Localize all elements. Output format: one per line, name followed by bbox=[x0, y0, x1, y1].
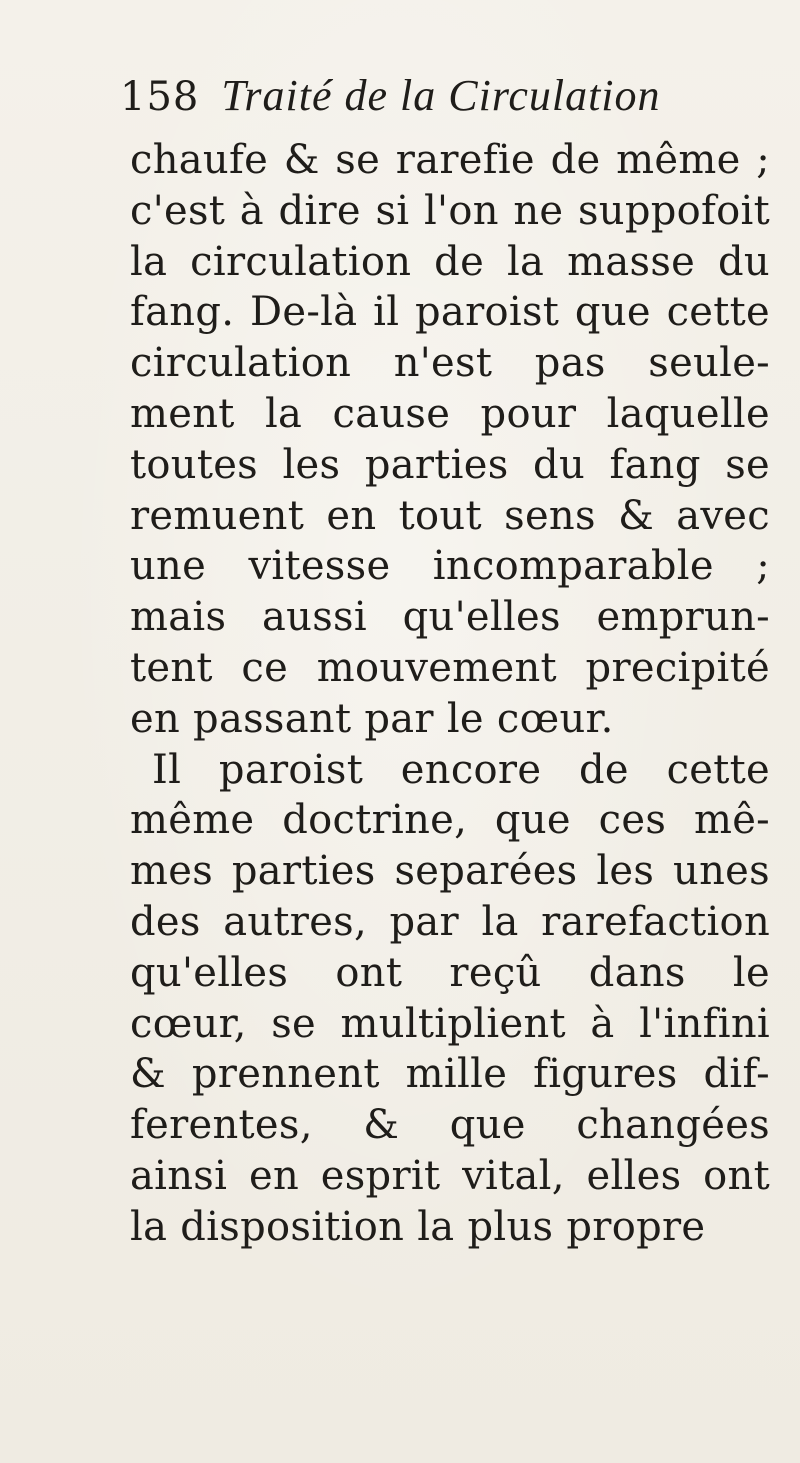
text-line: cœur, se multiplient à l'infini bbox=[130, 1000, 770, 1047]
text-line: mais aussi qu'elles emprun- bbox=[130, 594, 770, 641]
text-line: & prennent mille figures dif- bbox=[130, 1051, 770, 1098]
text-line: c'est à dire si l'on ne suppofoit bbox=[130, 187, 770, 234]
body-text bbox=[130, 135, 770, 1253]
paragraph-start-line: Il paroist encore de cette bbox=[152, 746, 770, 793]
text-line: remuent en tout sens & avec bbox=[130, 492, 770, 539]
text-line: chaufe & se rarefie de même ; bbox=[130, 137, 770, 183]
text-line: fang. De-là il paroist que cette bbox=[130, 289, 770, 336]
running-head bbox=[120, 70, 661, 121]
text-line: ferentes, & que changées bbox=[130, 1102, 770, 1149]
text-line: la circulation de la masse du bbox=[130, 238, 770, 285]
text-line: en passant par le cœur. bbox=[130, 695, 614, 742]
text-line: circulation n'est pas seule- bbox=[130, 340, 770, 387]
text-line: qu'elles ont reçû dans le bbox=[130, 949, 770, 996]
text-line: ainsi en esprit vital, elles ont bbox=[130, 1152, 770, 1199]
text-line: des autres, par la rarefaction bbox=[130, 898, 770, 945]
text-line: une vitesse incomparable ; bbox=[130, 543, 770, 590]
page-number: 158 bbox=[120, 74, 200, 120]
running-title: Traité de la Circulation bbox=[221, 71, 661, 120]
text-line: même doctrine, que ces mê- bbox=[130, 797, 770, 844]
text-line: ment la cause pour laquelle bbox=[130, 390, 770, 437]
text-line: tent ce mouvement precipité bbox=[130, 644, 770, 691]
text-line: mes parties separées les unes bbox=[130, 848, 770, 895]
text-line: toutes les parties du fang se bbox=[130, 441, 770, 488]
text-line: la disposition la plus propre bbox=[130, 1203, 706, 1250]
